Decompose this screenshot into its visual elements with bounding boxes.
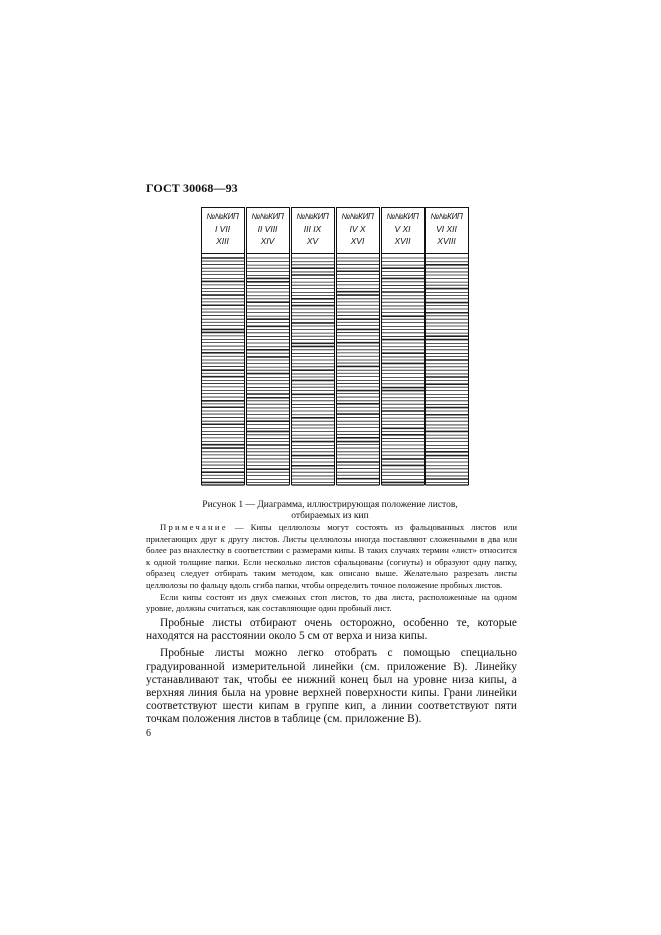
bale-column-numbers: II VIII xyxy=(257,224,278,234)
note-paragraph: Если кипы состоят из двух смежных стоп листов, то два листа, расположенные на одном уровне, должны считаться, как составляющие один пробный лист. xyxy=(146,591,517,614)
figure-caption xyxy=(70,500,590,522)
figure-caption-line: Рисунок 1 — Диаграмма, иллюстрирующая положение листов, xyxy=(202,500,458,510)
bale-column-label xyxy=(381,207,424,253)
bale-column-label xyxy=(291,207,334,253)
bale-column-numbers: XV xyxy=(306,236,319,246)
bale-column-label xyxy=(246,207,289,253)
bale-column-numbers: V XI xyxy=(394,224,411,234)
bale-diagram xyxy=(201,207,469,487)
bale-column-heading: №№КИП xyxy=(206,212,239,221)
body-paragraph: Пробные листы можно легко отобрать с помощью специально градуированной измерительной линейки (см. приложение В). Линейку устанавливают так, чтобы ее нижний конец был на уровне низа кипы, а верхняя линия была на уровне верхней поверхности кипы. Грани линейки соответствуют шести кипам в группе кип, а линии соответствуют пяти точкам положения листов в таблице (см. приложение В). xyxy=(146,647,517,726)
bale-column-numbers: III IX xyxy=(303,224,322,234)
bale-column-numbers: VI XII xyxy=(436,224,457,234)
body-text xyxy=(146,617,517,731)
bale-column-numbers: XIII xyxy=(216,236,229,246)
page-number: 6 xyxy=(146,728,151,739)
standard-number: ГОСТ 30068—93 xyxy=(146,181,238,195)
figure-caption-line: отбираемых из кип xyxy=(291,511,369,521)
bale-column-heading: №№КИП xyxy=(251,212,284,221)
note-text: — Кипы целлюлозы могут состоять из фальцованных листов или прилегающих друг к другу листов. Листы целлюлозы иногда поставляют сложенными в два или более раз внахлестку в соответствии с размерами кипы. В таких случаях термин «лист» относится к одной толщине папки. Если несколько листов сфальцованы (согнуты) и образуют одну папку, образец следует отбирать таким методом, как описано выше. Желательно разрезать листы целлюлозы по фальцу вдоль сгиба папки, чтобы определить точное положение пробных листов. xyxy=(146,522,517,590)
note-paragraph xyxy=(146,522,517,592)
bale-column-label xyxy=(201,207,244,253)
bale-column-heading: №№КИП xyxy=(386,212,419,221)
bale-column-numbers: XVI xyxy=(350,236,365,246)
bale-column-label xyxy=(425,207,468,253)
note-block xyxy=(146,522,517,615)
bale-column-numbers: IV X xyxy=(349,224,366,234)
body-paragraph: Пробные листы отбирают очень осторожно, особенно те, которые находятся на расстоянии около 5 см от верха и низа кипы. xyxy=(146,617,517,643)
bale-column-numbers: I VII xyxy=(214,224,231,234)
bale-column-heading: №№КИП xyxy=(430,212,463,221)
bale-column-heading: №№КИП xyxy=(341,212,374,221)
bale-column-numbers: XVIII xyxy=(437,236,456,246)
bale-column-heading: №№КИП xyxy=(296,212,329,221)
bale-column-numbers: XVII xyxy=(394,236,411,246)
bale-column-numbers: XIV xyxy=(260,236,275,246)
bale-column-label xyxy=(336,207,379,253)
note-label: Примечание xyxy=(160,522,228,532)
